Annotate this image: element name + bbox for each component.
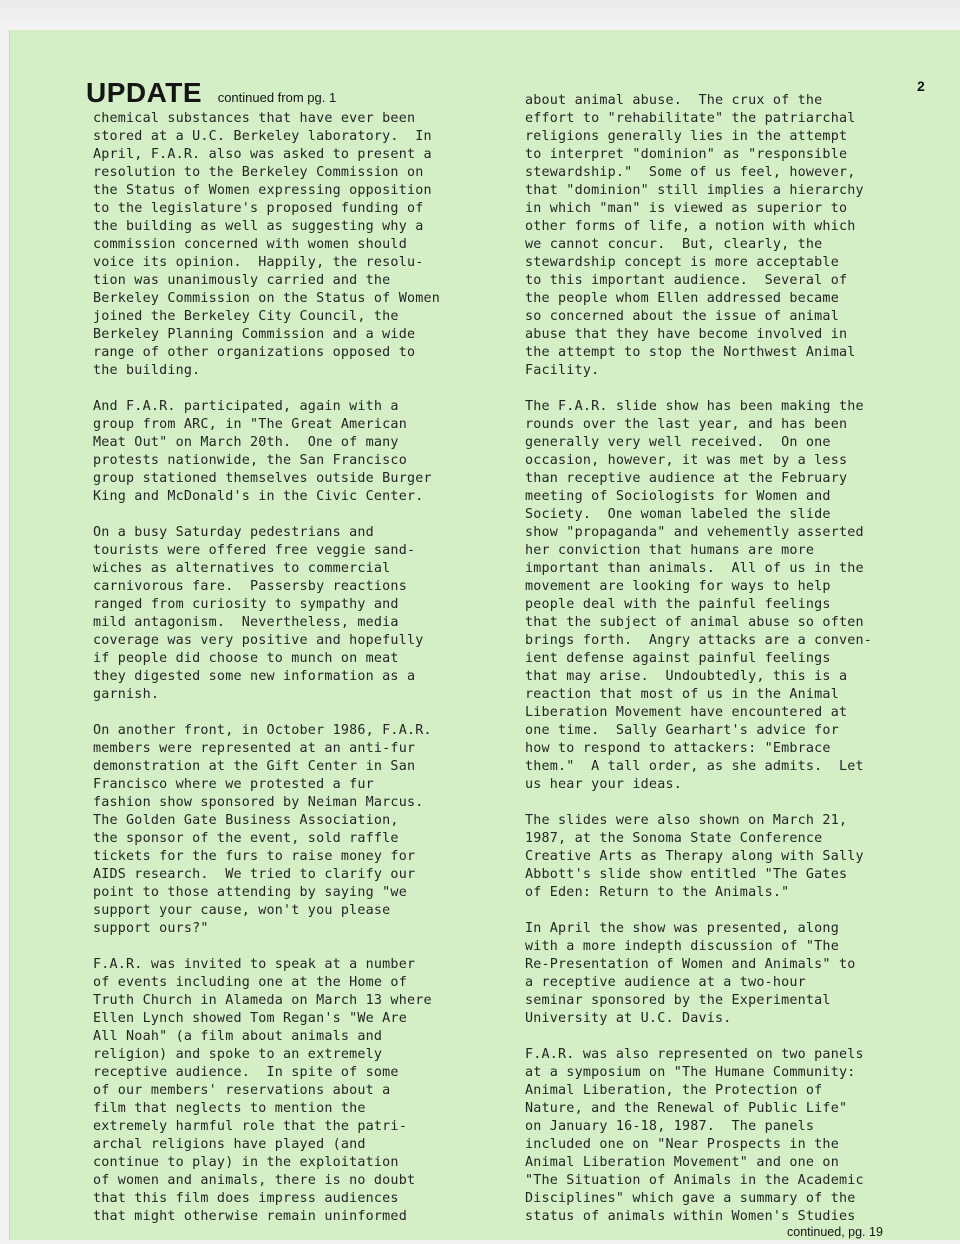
text-line: meeting of Sociologists for Women and [525, 489, 831, 504]
text-line: brings forth. Angry attacks are a conven- [525, 633, 872, 648]
text-line: Society. One woman labeled the slide [525, 507, 831, 522]
text-line: ranged from curiosity to sympathy and [93, 597, 399, 612]
text-line: of events including one at the Home of [93, 975, 407, 990]
text-line: Francisco where we protested a fur [93, 777, 374, 792]
text-line: tion was unanimously carried and the [93, 273, 391, 288]
text-line: Berkeley Commission on the Status of Women [93, 291, 440, 306]
text-line: reaction that most of us in the Animal [525, 687, 839, 702]
continued-from-note: continued from pg. 1 [217, 90, 337, 105]
text-line: that the subject of animal abuse so often [525, 615, 864, 630]
text-line: other forms of life, a notion with which [525, 219, 856, 234]
page-number: 2 [917, 78, 925, 94]
text-line: The Golden Gate Business Association, [93, 813, 399, 828]
paragraph [525, 92, 910, 380]
left-column [93, 110, 478, 1244]
text-line: coverage was very positive and hopefully [93, 633, 424, 648]
text-line: voice its opinion. Happily, the resolu- [93, 255, 424, 270]
text-line: ient defense against painful feelings [525, 651, 831, 666]
text-line: people deal with the painful feelings [525, 597, 831, 612]
text-line: generally very well received. On one [525, 435, 831, 450]
text-line: In April the show was presented, along [525, 921, 839, 936]
text-line: the sponsor of the event, sold raffle [93, 831, 399, 846]
text-line: The F.A.R. slide show has been making the [525, 399, 864, 414]
text-line: the attempt to stop the Northwest Animal [525, 345, 856, 360]
text-line: Animal Liberation Movement" and one on [525, 1155, 839, 1170]
text-line: Ellen Lynch showed Tom Regan's "We Are [93, 1011, 407, 1026]
right-column [525, 92, 910, 1244]
text-line: range of other organizations opposed to [93, 345, 416, 360]
text-line: demonstration at the Gift Center in San [93, 759, 416, 774]
text-line: joined the Berkeley City Council, the [93, 309, 399, 324]
text-line: to the legislature's proposed funding of [93, 201, 424, 216]
text-line: protests nationwide, the San Francisco [93, 453, 407, 468]
text-line: group stationed themselves outside Burger [93, 471, 432, 486]
paragraph [93, 110, 478, 380]
text-line: a receptive audience at a two-hour [525, 975, 806, 990]
continued-on-note: continued, pg. 19 [787, 1225, 883, 1239]
text-line: that may arise. Undoubtedly, this is a [525, 669, 848, 684]
text-line: April, F.A.R. also was asked to present a [93, 147, 432, 162]
text-line: And F.A.R. participated, again with a [93, 399, 399, 414]
text-line: On another front, in October 1986, F.A.R. [93, 723, 432, 738]
article-title: UPDATE [86, 77, 203, 108]
text-line: extremely harmful role that the patri- [93, 1119, 407, 1134]
text-line: Liberation Movement have encountered at [525, 705, 848, 720]
text-line: fashion show sponsored by Neiman Marcus. [93, 795, 424, 810]
text-line: show "propaganda" and vehemently asserted [525, 525, 864, 540]
text-line: effort to "rehabilitate" the patriarchal [525, 111, 856, 126]
text-line: Disciplines" which gave a summary of the [525, 1191, 856, 1206]
text-line: group from ARC, in "The Great American [93, 417, 407, 432]
text-line: one time. Sally Gearhart's advice for [525, 723, 839, 738]
text-line: support ours?" [93, 921, 209, 936]
text-line: stewardship." Some of us feel, however, [525, 165, 856, 180]
text-line: about animal abuse. The crux of the [525, 93, 823, 108]
text-line: carnivorous fare. Passersby reactions [93, 579, 407, 594]
text-line: F.A.R. was also represented on two panels [525, 1047, 864, 1062]
paragraph [525, 920, 910, 1028]
text-line: 1987, at the Sonoma State Conference [525, 831, 823, 846]
article-heading [86, 77, 336, 109]
text-line: tourists were offered free veggie sand- [93, 543, 416, 558]
text-line: Abbott's slide show entitled "The Gates [525, 867, 848, 882]
text-line: important than animals. All of us in the [525, 561, 864, 576]
text-line: Facility. [525, 363, 600, 378]
text-line: her conviction that humans are more [525, 543, 815, 558]
text-line: the people whom Ellen addressed became [525, 291, 839, 306]
text-line: Nature, and the Renewal of Public Life" [525, 1101, 848, 1116]
text-line: that this film does impress audiences [93, 1191, 399, 1206]
paragraph [93, 398, 478, 506]
text-line: "The Situation of Animals in the Academic [525, 1173, 864, 1188]
text-line: tickets for the furs to raise money for [93, 849, 416, 864]
text-line: occasion, however, it was met by a less [525, 453, 848, 468]
paragraph [93, 524, 478, 704]
text-line: Re-Presentation of Women and Animals" to [525, 957, 856, 972]
text-line: on January 16-18, 1987. The panels [525, 1119, 815, 1134]
text-line: the building as well as suggesting why a [93, 219, 424, 234]
text-line: than receptive audience at the February [525, 471, 848, 486]
text-line: chemical substances that have ever been [93, 111, 416, 126]
paragraph [525, 398, 910, 794]
text-line: commission concerned with women should [93, 237, 407, 252]
text-line: of women and animals, there is no doubt [93, 1173, 416, 1188]
text-line: All Noah" (a film about animals and [93, 1029, 383, 1044]
text-line: film that neglects to mention the [93, 1101, 366, 1116]
text-line: King and McDonald's in the Civic Center. [93, 489, 424, 504]
text-line: rounds over the last year, and has been [525, 417, 848, 432]
text-line: how to respond to attackers: "Embrace [525, 741, 831, 756]
text-line: receptive audience. In spite of some [93, 1065, 399, 1080]
text-line: us hear your ideas. [525, 777, 682, 792]
text-line: AIDS research. We tried to clarify our [93, 867, 416, 882]
text-line: Animal Liberation, the Protection of [525, 1083, 823, 1098]
text-line: them." A tall order, as she admits. Let [525, 759, 864, 774]
text-line: stored at a U.C. Berkeley laboratory. In [93, 129, 432, 144]
text-line: to this important audience. Several of [525, 273, 848, 288]
text-line: we cannot concur. But, clearly, the [525, 237, 823, 252]
text-line: archal religions have played (and [93, 1137, 366, 1152]
text-line: of Eden: Return to the Animals." [525, 885, 790, 900]
text-line: with a more indepth discussion of "The [525, 939, 839, 954]
text-line: that might otherwise remain uninformed [93, 1209, 407, 1224]
text-line: at a symposium on "The Humane Community: [525, 1065, 856, 1080]
text-line: The slides were also shown on March 21, [525, 813, 848, 828]
text-line: movement are looking for ways to help [525, 579, 831, 594]
text-line: On a busy Saturday pedestrians and [93, 525, 374, 540]
paragraph [93, 722, 478, 938]
text-line: religion) and spoke to an extremely [93, 1047, 383, 1062]
text-line: University at U.C. Davis. [525, 1011, 732, 1026]
text-line: to interpret "dominion" as "responsible [525, 147, 848, 162]
text-line: in which "man" is viewed as superior to [525, 201, 848, 216]
paragraph [525, 1046, 910, 1226]
text-line: religions generally lies in the attempt [525, 129, 848, 144]
text-line: if people did choose to munch on meat [93, 651, 399, 666]
text-line: that "dominion" still implies a hierarchy [525, 183, 864, 198]
text-line: stewardship concept is more acceptable [525, 255, 839, 270]
text-line: abuse that they have become involved in [525, 327, 848, 342]
text-line: Creative Arts as Therapy along with Sally [525, 849, 864, 864]
text-line: garnish. [93, 687, 160, 702]
text-line: Truth Church in Alameda on March 13 where [93, 993, 432, 1008]
text-line: continue to play) in the exploitation [93, 1155, 399, 1170]
paragraph [93, 956, 478, 1226]
text-line: wiches as alternatives to commercial [93, 561, 391, 576]
text-line: the Status of Women expressing opposition [93, 183, 432, 198]
text-line: resolution to the Berkeley Commission on [93, 165, 424, 180]
text-line: support your cause, won't you please [93, 903, 391, 918]
text-line: F.A.R. was invited to speak at a number [93, 957, 416, 972]
text-line: they digested some new information as a [93, 669, 416, 684]
text-line: of our members' reservations about a [93, 1083, 391, 1098]
text-line: included one on "Near Prospects in the [525, 1137, 839, 1152]
text-line: the building. [93, 363, 201, 378]
text-line: point to those attending by saying "we [93, 885, 407, 900]
text-line: so concerned about the issue of animal [525, 309, 839, 324]
text-line: mild antagonism. Nevertheless, media [93, 615, 399, 630]
text-line: status of animals within Women's Studies [525, 1209, 856, 1224]
text-line: seminar sponsored by the Experimental [525, 993, 831, 1008]
scanner-margin [0, 0, 960, 30]
paragraph [525, 812, 910, 902]
text-line: Berkeley Planning Commission and a wide [93, 327, 416, 342]
text-line: members were represented at an anti-fur [93, 741, 416, 756]
text-line: Meat Out" on March 20th. One of many [93, 435, 399, 450]
